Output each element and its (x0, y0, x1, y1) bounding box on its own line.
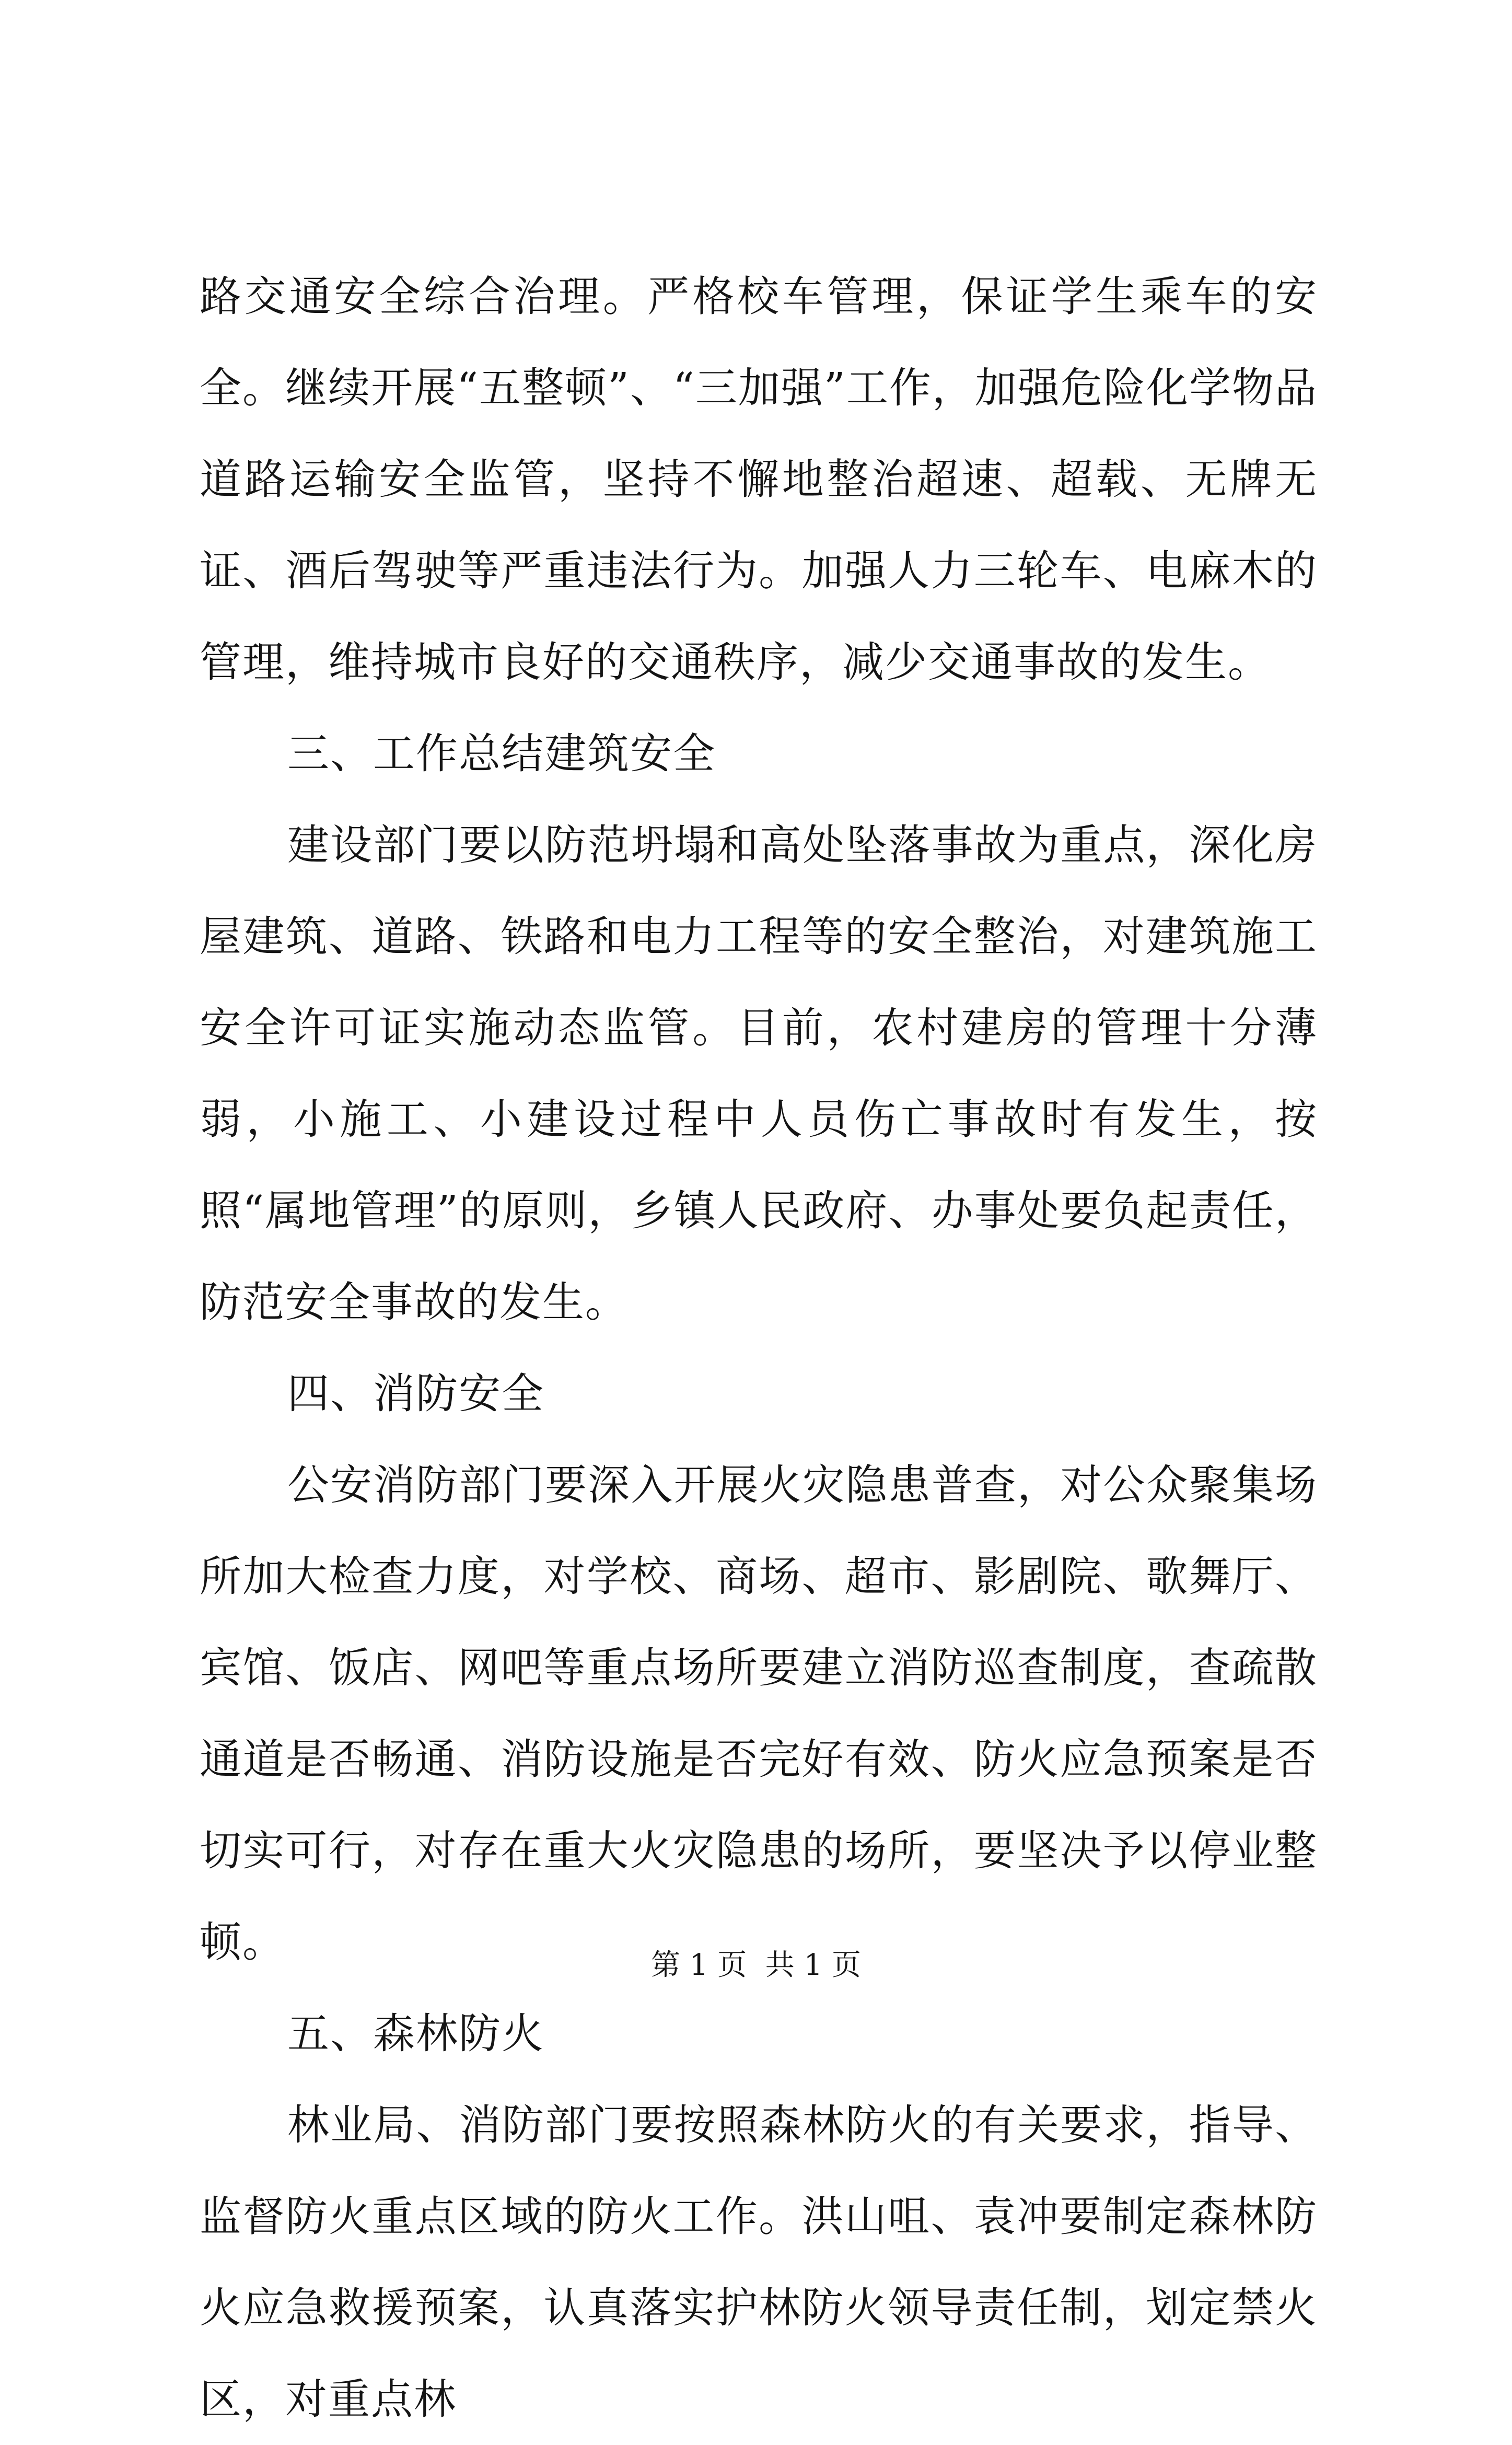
paragraph-forest-fire-prevention: 林业局、消防部门要按照森林防火的有关要求，指导、监督防火重点区域的防火工作。洪山咀、袁冲要制定森林防火应急救援预案，认真落实护林防火领导责任制，划定禁火区，对重点林 (200, 2101, 1318, 2424)
section-heading-construction-safety: 三、工作总结建筑安全 (287, 729, 716, 778)
page-footer (0, 1945, 1512, 1986)
paragraph-road-traffic: 路交通安全综合治理。严格校车管理，保证学生乘车的安全。继续开展“五整顿”、“三加强”工作，加强危险化学物品道路运输安全监管，坚持不懈地整治超速、超载、无牌无证、酒后驾驶等严重违法行为。加强人力三轮车、电麻木的管理，维持城市良好的交通秩序，减少交通事故的发生。 (200, 272, 1318, 686)
section-heading-fire-safety: 四、消防安全 (287, 1369, 544, 1418)
section-heading-forest-fire-prevention: 五、森林防火 (287, 2009, 544, 2058)
paragraph-construction-safety: 建设部门要以防范坍塌和高处坠落事故为重点，深化房屋建筑、道路、铁路和电力工程等的安全整治，对建筑施工安全许可证实施动态监管。目前，农村建房的管理十分薄弱，小施工、小建设过程中人员伤亡事故时有发生，按照“属地管理”的原则，乡镇人民政府、办事处要负起责任，防范安全事故的发生。 (200, 821, 1318, 1326)
document-body (200, 251, 1318, 2445)
page-number-label: 第 1 页 共 1 页 (650, 1948, 862, 1982)
paragraph-fire-safety: 公安消防部门要深入开展火灾隐患普查，对公众聚集场所加大检查力度，对学校、商场、超市、影剧院、歌舞厅、宾馆、饭店、网吧等重点场所要建立消防巡查制度，查疏散通道是否畅通、消防设施是否完好有效、防火应急预案是否切实可行，对存在重大火灾隐患的场所，要坚决予以停业整顿。 (200, 1461, 1318, 1966)
